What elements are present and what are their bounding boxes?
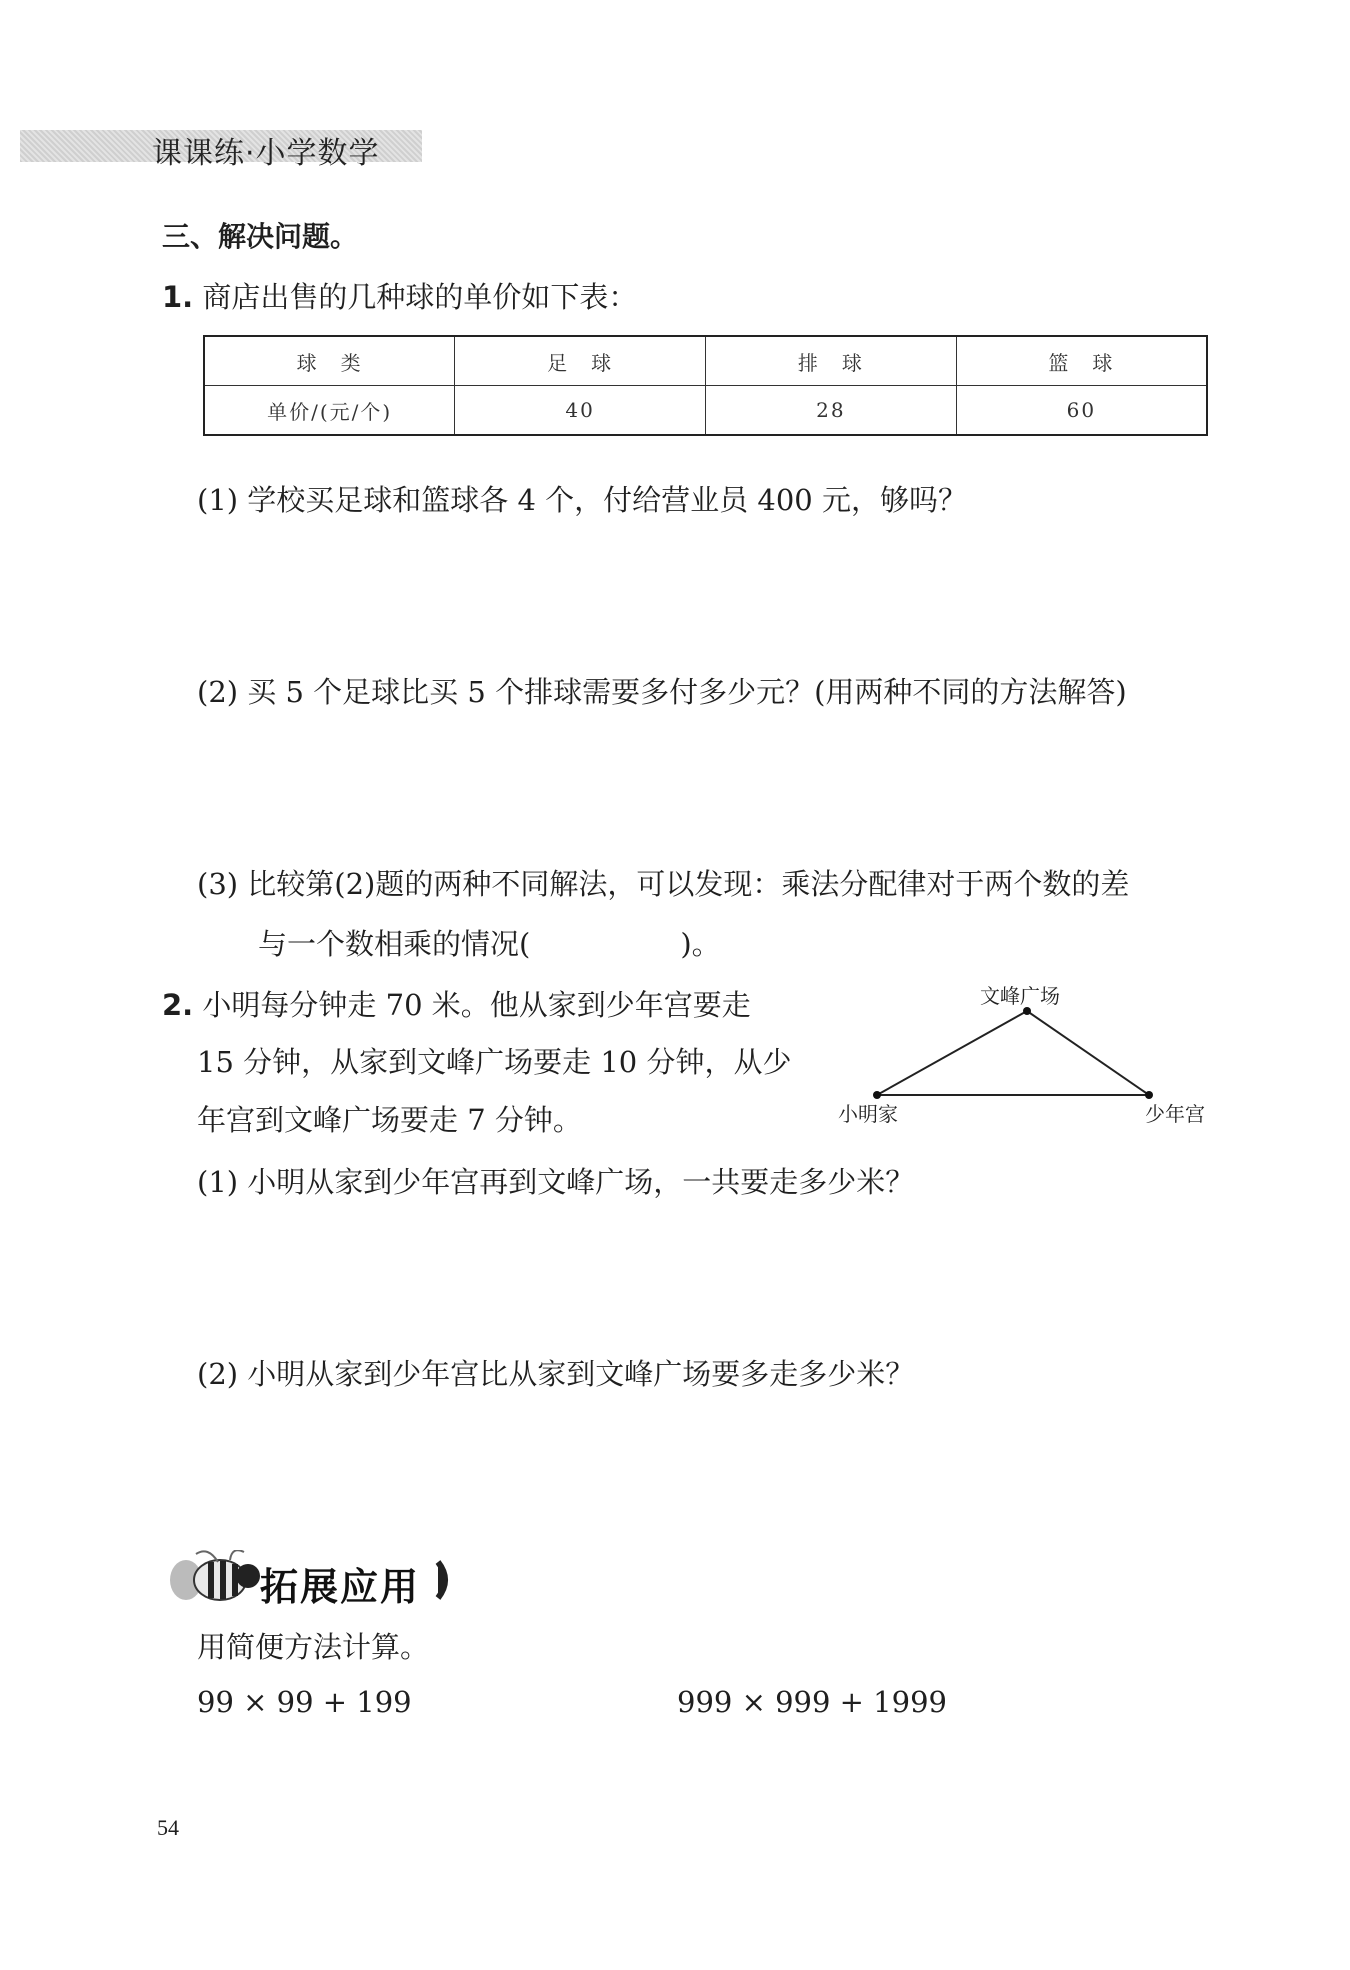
table-cell: 足 球 [455,336,706,386]
q1-sub2: (2) 买 5 个足球比买 5 个排球需要多付多少元？(用两种不同的方法解答) [197,675,1127,709]
q1-sub3-line2 [258,922,721,963]
table-cell: 单价/(元/个) [204,386,455,436]
table-row [204,386,1207,436]
question-text: 商店出售的几种球的单价如下表： [202,280,638,314]
q1-sub3-line1: (3) 比较第(2)题的两种不同解法，可以发现：乘法分配律对于两个数的差 [197,867,1130,901]
table-cell: 28 [706,386,957,436]
table-cell: 排 球 [706,336,957,386]
route-home-plaza [877,1011,1027,1095]
table-cell: 60 [956,386,1207,436]
map-label-home: 小明家 [838,1102,898,1126]
table-cell: 40 [455,386,706,436]
expand-title: 拓展应用 [260,1565,421,1609]
page-number: 54 [157,1815,179,1840]
expand-section-banner [158,1550,458,1610]
price-table [203,335,1208,436]
question-number: 1. [162,280,194,314]
route-plaza-palace [1027,1011,1149,1095]
table-row [204,336,1207,386]
question-number: 2. [162,988,194,1022]
expr-1: 99 × 99 + 199 [197,1685,412,1719]
q1-sub3-text-b: )。 [680,927,721,961]
q1-sub3-text-a: 与一个数相乘的情况( [258,927,531,961]
q2-sub2: (2) 小明从家到少年宫比从家到文峰广场要多走多少米？ [197,1357,915,1391]
question-1 [162,275,637,316]
header-title: 课课练·小学数学 [152,136,380,171]
table-cell: 篮 球 [956,336,1207,386]
map-label-palace: 少年宫 [1145,1102,1205,1126]
q2-line1: 小明每分钟走 70 米。他从家到少年宫要走 [202,988,751,1022]
q2-line3: 年宫到文峰广场要走 7 分钟。 [197,1103,582,1137]
section-title: 三、解决问题。 [162,220,359,253]
q2-sub1: (1) 小明从家到少年宫再到文峰广场，一共要走多少米？ [197,1165,915,1199]
table-cell: 球 类 [204,336,455,386]
q2-line2: 15 分钟，从家到文峰广场要走 10 分钟，从少 [197,1045,792,1079]
q1-sub1: (1) 学校买足球和篮球各 4 个，付给营业员 400 元，够吗？ [197,483,967,517]
expr-2: 999 × 999 + 1999 [677,1685,947,1719]
map-label-plaza: 文峰广场 [980,984,1060,1008]
question-2 [162,983,751,1024]
expand-instruction: 用简便方法计算。 [197,1630,430,1664]
